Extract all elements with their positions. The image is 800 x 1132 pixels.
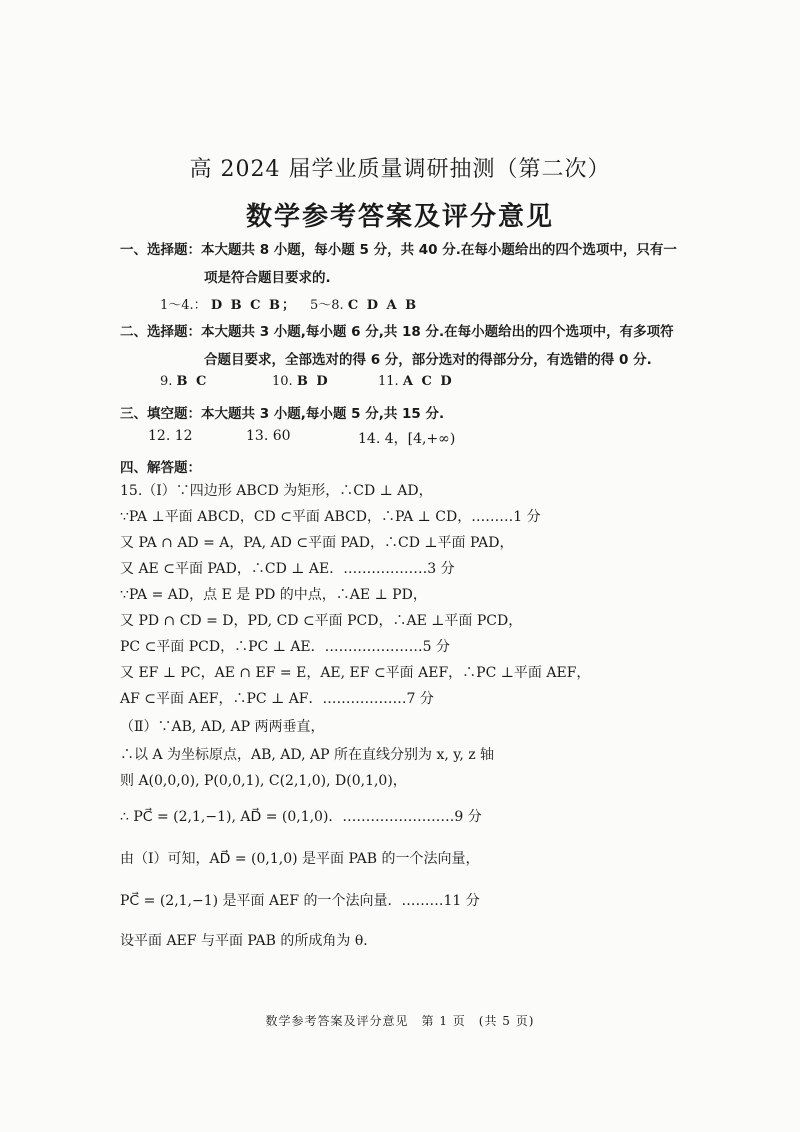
answer-13 — [246, 428, 291, 444]
answer-11 — [378, 374, 454, 389]
section4-heading: 四、解答题： — [120, 460, 201, 476]
solution-line: ∵PA ⊥平面 ABCD，CD ⊂平面 ABCD，∴PA ⊥ CD，………1 分 — [120, 509, 541, 525]
answer-label: 1～4.： — [160, 298, 207, 313]
page-footer: 数学参考答案及评分意见 第 1 页 (共 5 页) — [265, 1014, 535, 1028]
solution-line: 15.（Ⅰ）∵四边形 ABCD 为矩形，∴CD ⊥ AD， — [120, 483, 433, 499]
solution-line: （Ⅱ）∵AB, AD, AP 两两垂直， — [120, 719, 325, 735]
solution-line: ∴以 A 为坐标原点，AB, AD, AP 所在直线分别为 x, y, z 轴 — [120, 747, 495, 763]
answer-label: 11. — [378, 374, 399, 389]
section1-instructions-line2: 项是符合题目要求的. — [204, 270, 331, 286]
answer-label: 13. — [246, 428, 269, 444]
solution-line: 则 A(0,0,0), P(0,0,1), C(2,1,0), D(0,1,0)， — [120, 773, 407, 789]
answer-value: C D A B — [347, 298, 419, 313]
solution-line: 又 AE ⊂平面 PAD，∴CD ⊥ AE．………………3 分 — [120, 561, 455, 577]
solution-line: ∴ PC⃗ = (2,1,−1), AD⃗ = (0,1,0)．……………………9 分 — [120, 809, 482, 825]
document-subtitle: 数学参考答案及评分意见 — [245, 202, 554, 232]
solution-line: 设平面 AEF 与平面 PAB 的所成角为 θ． — [120, 933, 378, 949]
answer-value: 60 — [272, 428, 291, 444]
answer-label: 5～8. — [310, 298, 344, 313]
solution-line: AF ⊂平面 AEF，∴PC ⊥ AF．………………7 分 — [120, 691, 434, 707]
section2-instructions-line1: 二、选择题：本大题共 3 小题,每小题 6 分,共 18 分.在每小题给出的四个选项中，有多项符 — [120, 324, 674, 340]
solution-line: 又 EF ⊥ PC，AE ∩ EF = E，AE, EF ⊂平面 AEF，∴PC ⊥平面 AEF， — [120, 665, 591, 681]
answer-label: 9. — [160, 374, 173, 389]
solution-line: PC ⊂平面 PCD，∴PC ⊥ AE．…………………5 分 — [120, 639, 451, 655]
answer-group-1-4 — [160, 294, 297, 313]
answer-label: 12. — [148, 428, 171, 444]
answer-label: 10. — [272, 374, 293, 389]
solution-line: ∵PA = AD，点 E 是 PD 的中点，∴AE ⊥ PD， — [120, 587, 427, 603]
solution-line: 由（Ⅰ）可知，AD⃗ = (0,1,0) 是平面 PAB 的一个法向量， — [120, 851, 480, 867]
solution-line: PC⃗ = (2,1,−1) 是平面 AEF 的一个法向量．………11 分 — [120, 893, 480, 909]
answer-value: A C D — [402, 374, 454, 389]
answer-value: B C — [176, 374, 209, 389]
section1-instructions-line1: 一、选择题：本大题共 8 小题，每小题 5 分，共 40 分.在每小题给出的四个选项中，只有一 — [120, 242, 677, 258]
answer-value: 12 — [174, 428, 193, 444]
solution-line: 又 PA ∩ AD = A，PA, AD ⊂平面 PAD，∴CD ⊥平面 PAD， — [120, 535, 514, 551]
answer-value: D B C B； — [210, 298, 298, 313]
answer-value: B D — [296, 374, 330, 389]
answer-12 — [148, 428, 193, 444]
answer-group-5-8 — [310, 294, 418, 313]
exam-title: 高 2024 届学业质量调研抽测（第二次） — [189, 157, 611, 182]
answer-14 — [358, 428, 455, 448]
section2-instructions-line2: 合题目要求，全部选对的得 6 分，部分选对的得部分分，有选错的得 0 分. — [204, 352, 652, 368]
answer-10 — [272, 374, 330, 389]
answer-value: 4，[4,+∞) — [384, 431, 456, 447]
solution-line: 又 PD ∩ CD = D，PD, CD ⊂平面 PCD，∴AE ⊥平面 PCD， — [120, 613, 523, 629]
answer-label: 14. — [358, 431, 381, 447]
section3-instructions: 三、填空题：本大题共 3 小题,每小题 5 分,共 15 分. — [120, 406, 445, 422]
answer-9 — [160, 374, 208, 389]
